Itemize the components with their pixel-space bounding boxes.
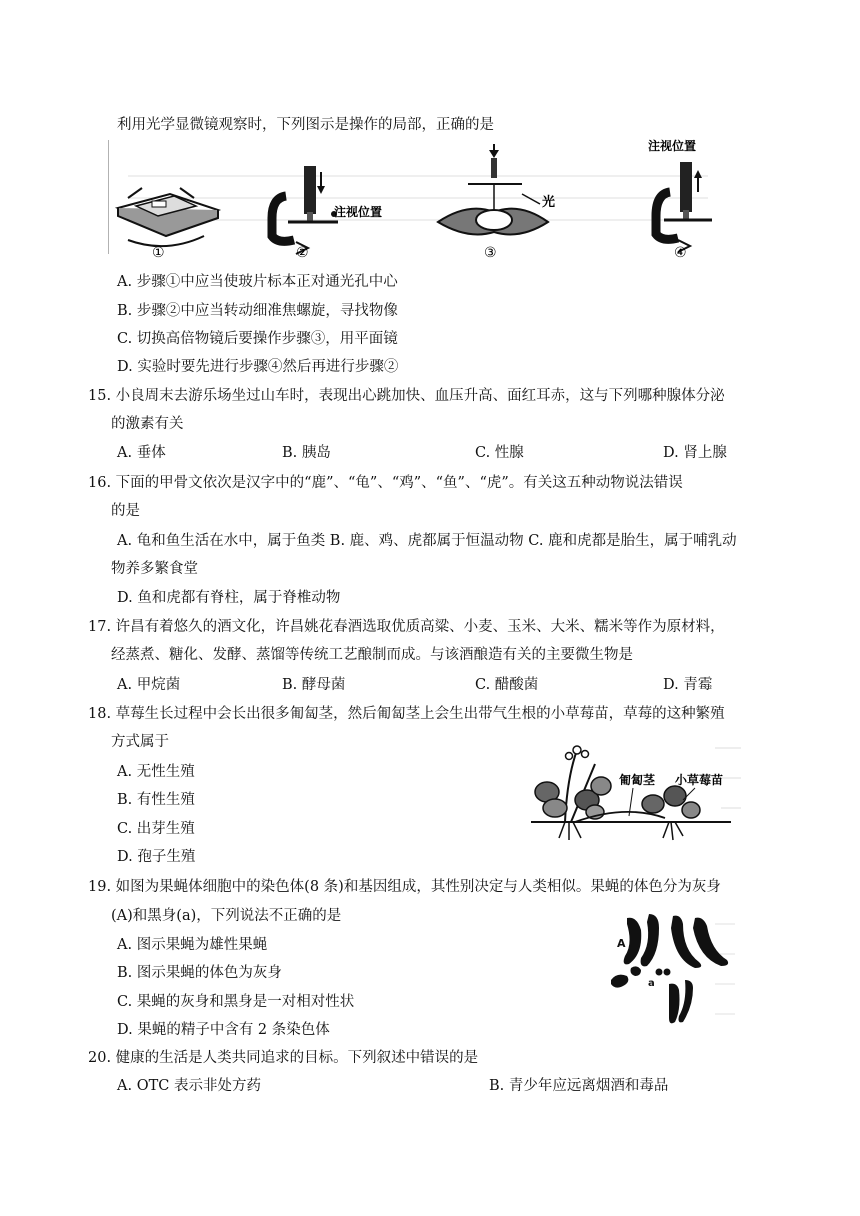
gene-recessive-label: a (648, 978, 655, 989)
q19-option-b: B. 图示果蝇的体色为灰身 (117, 965, 282, 981)
q14-option-b: B. 步骤②中应当转动细准焦螺旋，寻找物像 (117, 303, 398, 319)
q18-option-d: D. 孢子生殖 (117, 849, 196, 865)
step-2-label: ② (296, 245, 309, 261)
q16-stem-line2: 的是 (111, 503, 140, 519)
step-4-label: ④ (674, 245, 687, 261)
q15-stem-line2: 的激素有关 (111, 416, 184, 432)
strawberry-seedling-icon (642, 786, 700, 840)
q19-option-d: D. 果蝇的精子中含有 2 条染色体 (117, 1022, 330, 1038)
q20-option-b: B. 青少年应远离烟酒和毒品 (489, 1078, 669, 1094)
step-1-label: ① (152, 245, 165, 261)
q15-option-d: D. 肾上腺 (663, 445, 727, 461)
q18-option-c: C. 出芽生殖 (117, 821, 195, 837)
q16-stem-line1: 16. 下面的甲骨文依次是汉字中的“鹿”、“龟”、“鸡”、“鱼”、“虎”。有关这五种动物说法错误 (88, 475, 683, 491)
q15-option-c: C. 性腺 (475, 445, 524, 461)
q17-stem-line1: 17. 许昌有着悠久的酒文化，许昌姚花春酒选取优质高粱、小麦、玉米、大米、糯米等作为原材料， (88, 619, 725, 635)
q18-stem-line1: 18. 草莓生长过程中会长出很多匍匐茎，然后匍匐茎上会生出带气生根的小草莓苗，草莓的这种繁殖 (88, 706, 725, 722)
q15-stem-line1: 15. 小良周末去游乐场坐过山车时，表现出心跳加快、血压升高、面红耳赤，这与下列哪种腺体分泌 (88, 388, 725, 404)
microscope-stage-icon (108, 140, 218, 254)
microscope-steps-figure (108, 136, 732, 262)
q19-stem-line1: 19. 如图为果蝇体细胞中的染色体(8 条)和基因组成，其性别决定与人类相似。果蝇的体色分为灰身 (88, 879, 721, 895)
q17-option-c: C. 醋酸菌 (475, 677, 539, 693)
q16-option-d: D. 鱼和虎都有脊柱，属于脊椎动物 (117, 590, 341, 606)
q17-option-b: B. 酵母菌 (282, 677, 346, 693)
q18-option-a: A. 无性生殖 (117, 764, 195, 780)
q19-stem-line2: (A)和黑身(a)，下列说法不正确的是 (111, 908, 342, 924)
strawberry-stolon-figure (525, 738, 743, 848)
q20-option-a: A. OTC 表示非处方药 (117, 1078, 261, 1094)
q16-options-line1: A. 龟和鱼生活在水中，属于鱼类 B. 鹿、鸡、虎都属于恒温动物 C. 鹿和虎都是胎生，属于哺乳动 (117, 533, 737, 549)
q17-option-d: D. 青霉 (663, 677, 713, 693)
strawberry-plant-icon (535, 746, 611, 840)
microscope-side-icon (272, 166, 338, 254)
q19-option-a: A. 图示果蝇为雄性果蝇 (117, 937, 268, 953)
q17-option-a: A. 甲烷菌 (117, 677, 181, 693)
q15-option-b: B. 胰岛 (282, 445, 331, 461)
q15-option-a: A. 垂体 (117, 445, 166, 461)
q19-option-c: C. 果蝇的灰身和黑身是一对相对性状 (117, 994, 355, 1010)
gene-dominant-label: A (617, 937, 626, 950)
focus-position-label: 注视位置 (334, 205, 383, 219)
q16-options-line2: 物养多繁食堂 (111, 561, 198, 577)
seedling-label: 小草莓苗 (675, 773, 724, 787)
stolon-label: 匍匐茎 (619, 773, 656, 787)
q14-stem: 利用光学显微镜观察时，下列图示是操作的局部，正确的是 (117, 117, 494, 133)
chromosome-icons (611, 914, 728, 1023)
q18-option-b: B. 有性生殖 (117, 792, 195, 808)
light-label: 光 (542, 195, 556, 210)
q14-option-a: A. 步骤①中应当使玻片标本正对通光孔中心 (117, 274, 398, 290)
q17-stem-line2: 经蒸煮、糖化、发酵、蒸馏等传统工艺酿制而成。与该酒酿造有关的主要微生物是 (111, 647, 633, 663)
q18-stem-line2: 方式属于 (111, 734, 169, 750)
q20-stem: 20. 健康的生活是人类共同追求的目标。下列叙述中错误的是 (88, 1050, 479, 1066)
fruit-fly-chromosome-figure (603, 910, 737, 1032)
hands-mirror-icon (438, 144, 548, 234)
q14-option-d: D. 实验时要先进行步骤④然后再进行步骤② (117, 359, 399, 375)
focus-position-label-2: 注视位置 (648, 139, 697, 153)
step-3-label: ③ (484, 245, 497, 261)
q14-option-c: C. 切换高倍物镜后要操作步骤③，用平面镜 (117, 331, 398, 347)
